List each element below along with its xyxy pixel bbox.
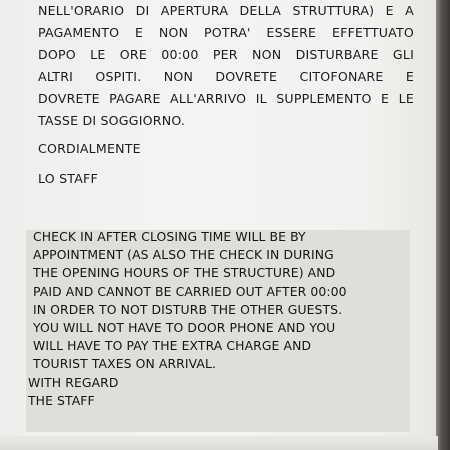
english-signature: THE STAFF: [28, 392, 95, 408]
english-line-8: TOURIST TAXES ON ARRIVAL.: [33, 356, 217, 372]
italian-closing: CORDIALMENTE: [38, 141, 141, 156]
italian-line-3: DOPO LE ORE 00:00 PER NON DISTURBARE GLI: [38, 47, 414, 62]
english-line-6: YOU WILL NOT HAVE TO DOOR PHONE AND YOU: [33, 319, 336, 335]
italian-notice: [38, 0, 414, 132]
english-line-4: PAID AND CANNOT BE CARRIED OUT AFTER 00:00: [33, 283, 347, 299]
english-line-5: IN ORDER TO NOT DISTURB THE OTHER GUESTS.: [33, 301, 343, 317]
english-notice: [28, 228, 409, 410]
english-line-7: WILL HAVE TO PAY THE EXTRA CHARGE AND: [33, 338, 312, 354]
italian-line-4: ALTRI OSPITI. NON DOVRETE CITOFONARE E: [38, 69, 414, 84]
english-line-2: APPOINTMENT (AS ALSO THE CHECK IN DURING: [33, 247, 334, 263]
english-line-3: THE OPENING HOURS OF THE STRUCTURE) AND: [33, 265, 336, 281]
italian-signature: LO STAFF: [38, 171, 98, 186]
italian-line-1: NELL'ORARIO DI APERTURA DELLA STRUTTURA) E A: [38, 3, 414, 18]
paper-edge-shadow: [436, 0, 450, 450]
italian-line-2: PAGAMENTO E NON POTRA' ESSERE EFFETTUATO: [38, 25, 414, 40]
paper-bottom-edge: [0, 436, 438, 450]
italian-line-6: TASSE DI SOGGIORNO.: [38, 113, 186, 128]
english-line-1: CHECK IN AFTER CLOSING TIME WILL BE BY: [33, 229, 306, 244]
english-closing: WITH REGARD: [28, 374, 119, 390]
italian-line-5: DOVRETE PAGARE ALL'ARRIVO IL SUPPLEMENTO E LE: [38, 91, 414, 106]
